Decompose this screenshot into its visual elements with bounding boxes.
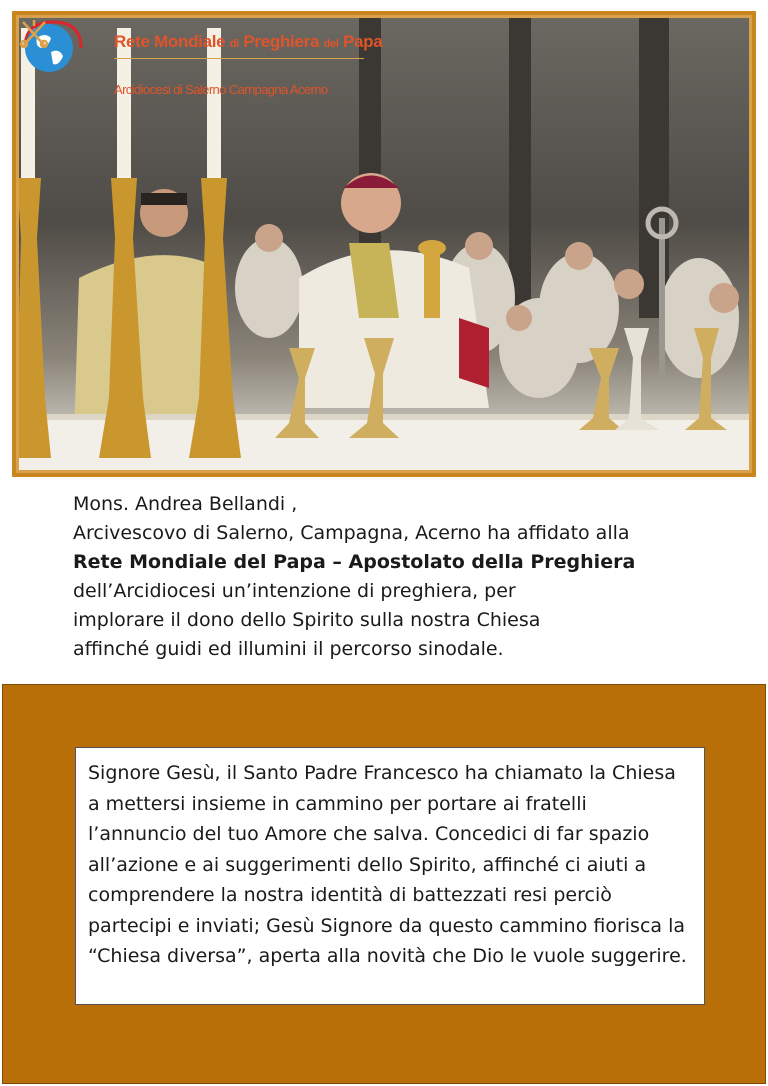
papal-keys-icon (19, 18, 49, 50)
intro-text (73, 490, 713, 664)
mass-photo (19, 18, 749, 470)
intro-line: Arcivescovo di Salerno, Campagna, Acerno ha affidato alla (73, 522, 630, 544)
logo-subtitle: Arcidiocesi di Salerno Campagna Acerno (114, 82, 328, 97)
intro-line-bold: Rete Mondiale del Papa – Apostolato della Preghiera (73, 551, 636, 573)
intro-line: implorare il dono dello Spirito sulla nostra Chiesa (73, 609, 541, 631)
photo-frame (12, 11, 756, 477)
prayer-panel (2, 684, 766, 1084)
intro-line: Mons. Andrea Bellandi , (73, 493, 298, 515)
intro-line: dell’Arcidiocesi un’intenzione di preghiera, per (73, 580, 516, 602)
intro-line: affinché guidi ed illumini il percorso sinodale. (73, 638, 504, 660)
logo-divider (114, 58, 364, 59)
logo-title: Rete Mondiale di Preghiera del Papa (114, 32, 383, 51)
prayer-text: Signore Gesù, il Santo Padre Francesco ha chiamato la Chiesa a mettersi insieme in cammino per portare ai fratelli l’annuncio del tuo Amore che salva. Concedici di far spazio all’azione e ai suggerimenti dello Spirito, affinché ci aiuti a comprendere la nostra identità di battezzati resi perciò partecipi e inviati; Gesù Signore da questo cammino fiorisca la “Chiesa diversa”, aperta alla novità che Dio le vuole suggerire. (75, 747, 705, 1005)
